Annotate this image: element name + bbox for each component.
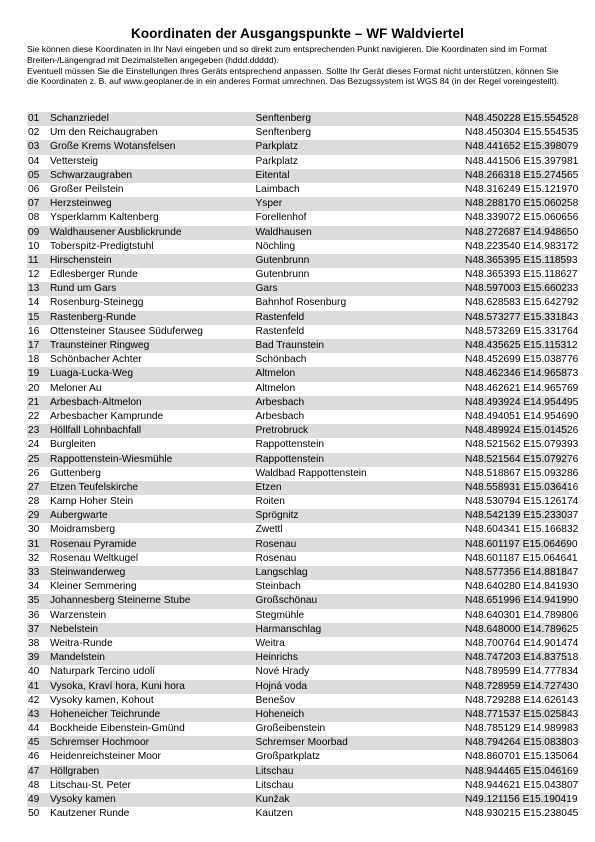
- row-route-name: Schönbacher Achter: [49, 354, 142, 366]
- row-number: 24: [28, 439, 40, 451]
- row-coordinates: N48.493924 E14.954495: [465, 396, 579, 408]
- row-number: 41: [28, 680, 40, 692]
- row-start-place: Kunžak: [255, 794, 290, 805]
- row-coordinates: N48.573277 E15.331843: [465, 311, 579, 323]
- row-coordinates: N48.558931 E15.036416: [465, 481, 579, 493]
- row-route-name: Moidramsberg: [49, 524, 116, 536]
- row-start-place: Etzen: [255, 481, 282, 493]
- table-row: [27, 424, 579, 438]
- table-row: [27, 155, 579, 169]
- row-number: 04: [28, 155, 40, 167]
- table-row: [27, 296, 579, 310]
- row-route-name: Höllgraben: [49, 765, 100, 777]
- row-start-place: Heinrichs: [255, 652, 298, 664]
- row-number: 22: [28, 410, 40, 422]
- table-row: [27, 552, 578, 566]
- row-number: 17: [28, 340, 40, 351]
- row-number: 45: [28, 737, 40, 749]
- row-start-place: Gutenbrunn: [255, 269, 310, 281]
- row-coordinates: N48.452699 E15.038776: [465, 354, 579, 366]
- row-number: 30: [28, 524, 40, 536]
- row-coordinates: N48.530794 E15.126174: [465, 496, 579, 508]
- row-number: 13: [28, 283, 40, 295]
- row-start-place: Arbesbach: [255, 410, 305, 422]
- row-number: 03: [28, 141, 40, 153]
- row-coordinates: N48.266318 E15.274565: [465, 169, 579, 181]
- row-start-place: Litschau: [255, 779, 294, 791]
- row-start-place: Rosenau: [255, 538, 297, 550]
- page-title: Koordinaten der Ausgangspunkte – WF Waldviertel: [131, 26, 464, 41]
- row-number: 36: [28, 609, 40, 621]
- table-row: [27, 793, 578, 807]
- row-route-name: Vysoka, Kraví hora, Kuni hora: [49, 680, 185, 692]
- row-number: 27: [28, 481, 40, 493]
- table-row: [27, 126, 579, 140]
- row-start-place: Kautzen: [255, 808, 293, 820]
- row-number: 47: [28, 765, 40, 777]
- row-start-place: Steinbach: [255, 581, 301, 593]
- row-route-name: Weitra-Runde: [49, 637, 113, 649]
- row-start-place: Arbesbach: [255, 396, 305, 408]
- table-row: [27, 765, 579, 779]
- row-coordinates: N48.441506 E15.397981: [465, 155, 579, 167]
- row-number: 23: [28, 425, 40, 437]
- row-route-name: Kleiner Semmering: [49, 581, 137, 593]
- row-number: 32: [28, 552, 40, 564]
- row-number: 01: [28, 113, 40, 124]
- row-route-name: Arbesbach-Altmelon: [49, 396, 142, 408]
- row-coordinates: N48.700764 E14.901474: [465, 637, 579, 649]
- row-coordinates: N48.435625 E15.115312: [465, 340, 578, 351]
- row-number: 35: [28, 595, 40, 607]
- table-row: [27, 367, 579, 381]
- table-row: [27, 481, 579, 495]
- table-row: [27, 779, 579, 793]
- table-row: [27, 495, 579, 509]
- table-row: [27, 580, 579, 594]
- row-number: 44: [28, 723, 40, 735]
- row-start-place: Rosenau: [255, 552, 297, 564]
- intro-paragraph-1: Sie können diese Koordinaten in Ihr Navi eingeben und so direkt zum entsprechenden Punkt navigieren. Die Koordinaten sind im Format Breiten-/Längengrad mit Dezimalstellen angegeben (hddd.ddddd).: [27, 44, 547, 65]
- row-number: 37: [28, 623, 40, 635]
- row-number: 14: [28, 297, 40, 309]
- table-row: [27, 410, 579, 424]
- row-route-name: Johannesberg Steinerne Stube: [49, 595, 191, 607]
- row-coordinates: N48.339072 E15.060656: [465, 212, 579, 224]
- row-number: 28: [28, 496, 40, 508]
- row-coordinates: N48.729288 E14.626143: [465, 694, 579, 706]
- row-number: 06: [28, 183, 40, 195]
- table-row: [27, 197, 579, 211]
- row-number: 05: [28, 169, 40, 181]
- row-coordinates: N48.944465 E15.046169: [465, 765, 579, 777]
- row-number: 21: [28, 396, 40, 408]
- table-row: [27, 453, 579, 467]
- row-route-name: Rosenau Pyramide: [49, 538, 137, 550]
- row-number: 34: [28, 581, 40, 593]
- row-number: 31: [28, 538, 40, 550]
- table-row: [27, 523, 579, 537]
- table-row: [27, 396, 579, 410]
- row-start-place: Senftenberg: [255, 113, 311, 124]
- row-coordinates: N48.365393 E15.118627: [465, 269, 578, 281]
- row-coordinates: N48.272687 E14.948650: [465, 226, 579, 238]
- row-number: 49: [28, 794, 40, 805]
- row-route-name: Hoheneicher Teichrunde: [49, 708, 161, 720]
- row-start-place: Waldbad Rappottenstein: [255, 467, 367, 479]
- table-row: [27, 594, 579, 608]
- row-start-place: Stegmühle: [255, 609, 305, 621]
- row-start-place: Bad Traunstein: [255, 340, 325, 351]
- coordinates-table: [27, 112, 579, 821]
- row-route-name: Rappottenstein-Wiesmühle: [49, 453, 173, 465]
- row-route-name: Heidenreichsteiner Moor: [49, 751, 161, 763]
- row-number: 10: [28, 240, 40, 252]
- row-coordinates: N48.785129 E14.989983: [465, 723, 579, 735]
- row-coordinates: N48.728959 E14.727430: [465, 680, 579, 692]
- row-start-place: Rappottenstein: [255, 439, 325, 451]
- row-number: 08: [28, 212, 40, 224]
- row-start-place: Forellenhof: [255, 212, 307, 224]
- row-coordinates: N48.577356 E14.881847: [465, 567, 579, 578]
- row-number: 16: [28, 325, 40, 337]
- row-coordinates: N48.597003 E15.660233: [465, 283, 579, 295]
- row-number: 26: [28, 467, 40, 479]
- row-number: 07: [28, 198, 40, 210]
- row-coordinates: N48.441652 E15.398079: [465, 141, 579, 153]
- row-coordinates: N48.640301 E14.789806: [465, 609, 579, 621]
- row-start-place: Sprögnitz: [255, 510, 299, 522]
- table-row: [27, 112, 579, 126]
- row-route-name: Litschau-St. Peter: [49, 779, 131, 791]
- row-coordinates: N48.604341 E15.166832: [465, 524, 579, 536]
- row-coordinates: N48.930215 E15.238045: [465, 808, 579, 820]
- row-coordinates: N48.794264 E15.083803: [465, 737, 579, 749]
- row-route-name: Ysperklamm Kaltenberg: [49, 212, 159, 224]
- row-route-name: Rosenau Weltkugel: [49, 552, 139, 564]
- table-row: [27, 651, 579, 665]
- row-route-name: Vettersteig: [49, 155, 99, 167]
- row-start-place: Roiten: [255, 496, 285, 508]
- row-number: 15: [28, 311, 40, 323]
- row-number: 18: [28, 354, 40, 366]
- row-coordinates: N48.494051 E14.954690: [465, 410, 579, 422]
- row-number: 09: [28, 226, 40, 238]
- table-row: [27, 750, 579, 764]
- row-route-name: Schwarzaugraben: [49, 169, 133, 181]
- row-route-name: Steinwanderweg: [49, 567, 126, 578]
- row-number: 11: [28, 254, 39, 266]
- row-start-place: Benešov: [255, 694, 296, 706]
- row-route-name: Kautzener Runde: [49, 808, 130, 820]
- table-row: [27, 240, 579, 254]
- row-start-place: Nové Hrady: [255, 666, 310, 678]
- row-start-place: Nöchling: [255, 240, 296, 252]
- row-coordinates: N48.944621 E15.043807: [465, 779, 579, 791]
- table-row: [27, 183, 579, 197]
- row-start-place: Rappottenstein: [255, 453, 325, 465]
- row-coordinates: N48.640280 E14.841930: [465, 581, 579, 593]
- row-number: 46: [28, 751, 40, 763]
- table-row: [27, 680, 579, 694]
- table-row: [27, 311, 579, 325]
- row-coordinates: N48.223540 E14.983172: [465, 240, 579, 252]
- table-row: [27, 140, 579, 154]
- table-row: [27, 211, 579, 225]
- row-start-place: Litschau: [255, 765, 294, 777]
- row-coordinates: N48.316249 E15.121970: [465, 183, 579, 195]
- table-row: [27, 722, 579, 736]
- row-start-place: Ysper: [255, 198, 283, 210]
- row-start-place: Weitra: [255, 637, 285, 649]
- row-coordinates: N48.601197 E15.064690: [465, 538, 578, 550]
- row-coordinates: N48.518867 E15.093286: [465, 467, 579, 479]
- row-number: 29: [28, 510, 40, 522]
- table-row: [27, 254, 578, 268]
- row-route-name: Aubergwarte: [49, 510, 108, 522]
- row-route-name: Große Krems Wotansfelsen: [49, 141, 176, 153]
- row-coordinates: N48.450304 E15.554535: [465, 127, 579, 139]
- row-start-place: Harmanschlag: [255, 623, 322, 635]
- table-row: [27, 438, 579, 452]
- row-coordinates: N48.860701 E15.135064: [465, 751, 579, 763]
- row-coordinates: N48.651996 E14.941990: [465, 595, 579, 607]
- row-route-name: Warzenstein: [49, 609, 107, 621]
- row-coordinates: N48.573269 E15.331764: [465, 325, 579, 337]
- row-start-place: Großparkplatz: [255, 751, 321, 763]
- table-row: [27, 509, 579, 523]
- row-route-name: Waldhausener Ausblickrunde: [49, 226, 182, 238]
- row-number: 12: [28, 269, 40, 281]
- table-row: [27, 538, 578, 552]
- row-start-place: Bahnhof Rosenburg: [255, 297, 347, 309]
- row-coordinates: N48.601187 E15.064641: [465, 552, 578, 564]
- row-start-place: Hoheneich: [255, 708, 305, 720]
- row-start-place: Langschlag: [255, 567, 308, 578]
- row-number: 48: [28, 779, 40, 791]
- row-route-name: Um den Reichaugraben: [49, 127, 158, 139]
- row-route-name: Edlesberger Runde: [49, 269, 138, 281]
- row-route-name: Hirschenstein: [49, 254, 112, 266]
- row-start-place: Großeibenstein: [255, 723, 326, 735]
- row-start-place: Pretrobruck: [255, 425, 309, 437]
- row-start-place: Senftenberg: [255, 127, 311, 139]
- table-row: [27, 382, 579, 396]
- row-route-name: Herzsteinweg: [49, 198, 112, 210]
- row-number: 33: [28, 567, 40, 578]
- row-coordinates: N48.789599 E14.777834: [465, 666, 579, 678]
- row-number: 25: [28, 453, 40, 465]
- row-route-name: Luaga-Lucka-Weg: [49, 368, 134, 380]
- row-route-name: Mandelstein: [49, 652, 105, 664]
- row-route-name: Höllfall Lohnbachfall: [49, 425, 142, 437]
- row-coordinates: N48.747203 E14.837518: [465, 652, 579, 664]
- row-route-name: Ottensteiner Stausee Süduferweg: [49, 325, 203, 337]
- row-start-place: Schremser Moorbad: [255, 737, 348, 749]
- row-route-name: Rastenberg-Runde: [49, 311, 137, 323]
- table-row: [27, 566, 579, 580]
- row-route-name: Traunsteiner Ringweg: [49, 340, 150, 351]
- row-number: 19: [28, 368, 40, 380]
- table-row: [27, 169, 579, 183]
- row-number: 40: [28, 666, 40, 678]
- row-route-name: Burgleiten: [49, 439, 96, 451]
- row-coordinates: N48.648000 E14.789625: [465, 623, 579, 635]
- row-coordinates: N48.450228 E15.554528: [465, 113, 579, 124]
- table-row: [27, 226, 579, 240]
- table-row: [27, 339, 578, 353]
- row-route-name: Toberspitz-Predigtstuhl: [49, 240, 154, 252]
- row-coordinates: N48.771537 E15.025843: [465, 708, 579, 720]
- row-start-place: Großschönau: [255, 595, 318, 607]
- row-route-name: Schremser Hochmoor: [49, 737, 150, 749]
- row-route-name: Großer Peilstein: [49, 183, 124, 195]
- row-start-place: Hojná voda: [255, 680, 308, 692]
- row-number: 38: [28, 637, 40, 649]
- row-start-place: Parkplatz: [255, 141, 298, 153]
- row-route-name: Nebelstein: [49, 623, 99, 635]
- table-row: [27, 353, 579, 367]
- row-number: 42: [28, 694, 40, 706]
- row-coordinates: N48.489924 E15.014526: [465, 425, 579, 437]
- row-number: 20: [28, 382, 40, 394]
- table-row: [27, 623, 579, 637]
- row-number: 43: [28, 708, 40, 720]
- row-start-place: Waldhausen: [255, 226, 312, 238]
- row-route-name: Guttenberg: [49, 467, 101, 479]
- row-start-place: Altmelon: [255, 382, 296, 394]
- table-row: [27, 325, 579, 339]
- row-coordinates: N48.521562 E15.079393: [465, 439, 579, 451]
- row-number: 50: [28, 808, 40, 820]
- row-start-place: Rastenfeld: [255, 325, 305, 337]
- row-start-place: Laimbach: [255, 183, 300, 195]
- row-number: 02: [28, 127, 40, 139]
- table-row: [27, 807, 579, 821]
- table-row: [27, 282, 579, 296]
- row-route-name: Schanzriedel: [49, 113, 109, 124]
- row-route-name: Bockheide Eibenstein-Gmünd: [49, 723, 185, 735]
- row-route-name: Rund um Gars: [49, 283, 117, 295]
- table-row: [27, 637, 579, 651]
- intro-text: [27, 44, 569, 87]
- table-row: [27, 268, 578, 282]
- row-route-name: Vysoky kamen, Kohout: [49, 694, 154, 706]
- row-coordinates: N48.462346 E14.965873: [465, 368, 579, 380]
- row-route-name: Vysoky kamen: [49, 794, 116, 805]
- row-start-place: Zwettl: [255, 524, 283, 536]
- row-route-name: Arbesbacher Kamprunde: [49, 410, 164, 422]
- row-route-name: Etzen Teufelskirche: [49, 481, 139, 493]
- row-start-place: Rastenfeld: [255, 311, 305, 323]
- row-number: 39: [28, 652, 40, 664]
- row-start-place: Gars: [255, 283, 278, 295]
- row-route-name: Kamp Hoher Stein: [49, 496, 134, 508]
- row-route-name: Rosenburg-Steinegg: [49, 297, 144, 309]
- row-coordinates: N48.542139 E15.233037: [465, 510, 579, 522]
- row-start-place: Altmelon: [255, 368, 296, 380]
- row-route-name: Meloner Au: [49, 382, 102, 394]
- table-row: [27, 708, 579, 722]
- row-start-place: Gutenbrunn: [255, 254, 310, 266]
- row-coordinates: N48.628583 E15.642792: [465, 297, 579, 309]
- row-coordinates: N48.365395 E15.118593: [465, 254, 578, 266]
- intro-paragraph-2: Eventuell müssen Sie die Einstellungen Ihres Geräts entsprechend anpassen. Sollte Ihr Gerät dieses Format nicht unterstützen, können Sie die Koordinaten z. B. auf www.geoplaner.de in ein anderes Format umrechnen. Das Bezugssystem ist WGS 84 (in der Regel voreingestellt).: [27, 65, 560, 87]
- row-start-place: Eitental: [255, 169, 290, 181]
- row-coordinates: N48.288170 E15.060258: [465, 198, 579, 210]
- row-start-place: Parkplatz: [255, 155, 298, 167]
- row-route-name: Naturpark Tercino udolí: [49, 666, 156, 678]
- row-coordinates: N48.521564 E15.079276: [465, 453, 579, 465]
- table-row: [27, 694, 579, 708]
- row-coordinates: N49.121156 E15.190419: [465, 794, 578, 805]
- table-row: [27, 665, 579, 679]
- row-start-place: Schönbach: [255, 354, 307, 366]
- row-coordinates: N48.462621 E14.965769: [465, 382, 579, 394]
- table-row: [27, 736, 579, 750]
- table-row: [27, 609, 579, 623]
- table-row: [27, 467, 579, 481]
